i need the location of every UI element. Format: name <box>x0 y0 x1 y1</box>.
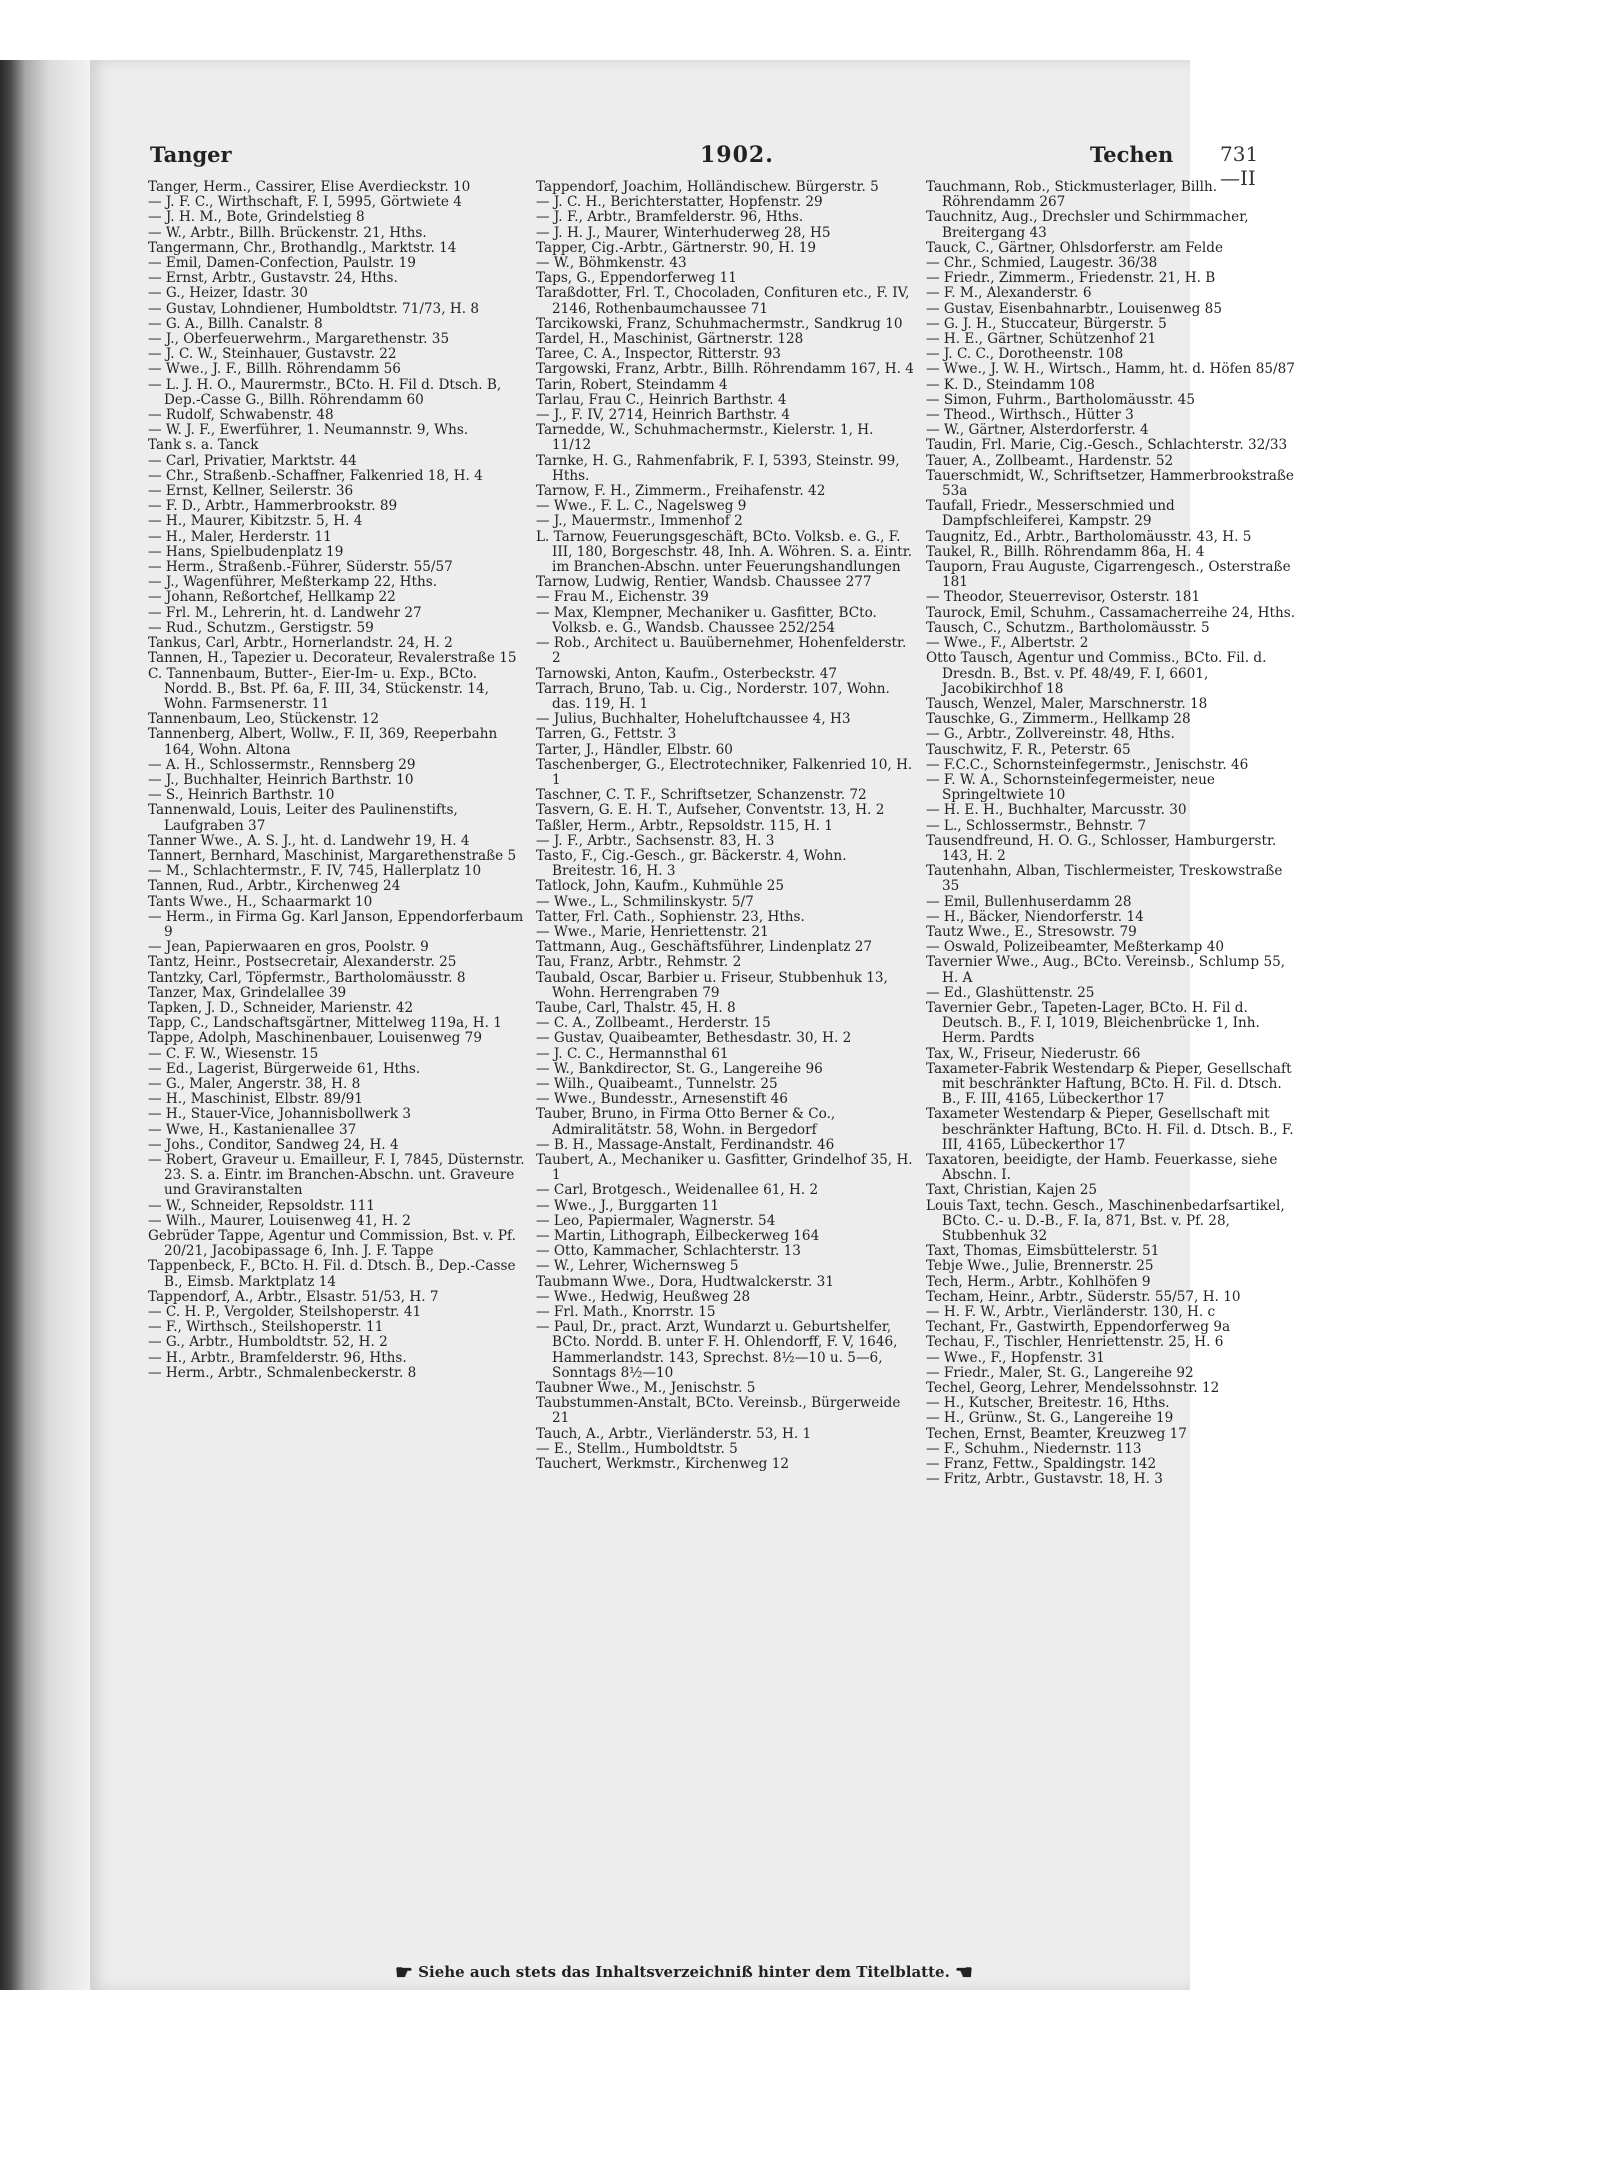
directory-entry: Tasto, F., Cig.-Gesch., gr. Bäckerstr. 4, Wohn. Breitestr. 16, H. 3 <box>536 847 847 880</box>
directory-entry: — J., Mauermstr., Immenhof 2 <box>536 513 743 530</box>
directory-entry: Tappendorf, A., Arbtr., Elsastr. 51/53, H. 7 <box>148 1288 439 1305</box>
directory-entry: — J. C. C., Hermannsthal 61 <box>536 1045 729 1062</box>
directory-entry: Tarter, J., Händler, Elbstr. 60 <box>536 741 733 758</box>
header-last-entry: Techen <box>1090 142 1174 167</box>
directory-entry: Techel, Georg, Lehrer, Mendelssohnstr. 12 <box>926 1380 1220 1397</box>
directory-entry: — J., Oberfeuerwehrm., Margarethenstr. 35 <box>148 331 450 348</box>
directory-entry: — W., Gärtner, Alsterdorferstr. 4 <box>926 422 1149 439</box>
directory-entry: — Wwe., Bundesstr., Arnesenstift 46 <box>536 1091 788 1108</box>
directory-entry: Tauschke, G., Zimmerm., Hellkamp 28 <box>926 711 1191 728</box>
directory-entry: — C. A., Zollbeamt., Herderstr. 15 <box>536 1015 771 1032</box>
directory-entry: — Carl, Brotgesch., Weidenallee 61, H. 2 <box>536 1182 819 1199</box>
directory-entry: — Frl. Math., Knorrstr. 15 <box>536 1304 716 1321</box>
directory-entry: — K. D., Steindamm 108 <box>926 376 1095 393</box>
directory-entry: Tank s. a. Tanck <box>148 437 259 454</box>
directory-entry: — H., Maler, Herderstr. 11 <box>148 528 332 545</box>
directory-entry: — Gustav, Lohndiener, Humboldtstr. 71/73, H. 8 <box>148 300 479 317</box>
directory-entry: Taxameter Westendarp & Pieper, Gesellschaft mit beschränkter Haftung, BCto. H. Fil. d. Dtsch. B., F. III, 4165, Lübeckerthor 17 <box>926 1106 1294 1153</box>
directory-entry: — Wwe., J. F., Billh. Röhrendamm 56 <box>148 361 401 378</box>
directory-entry: — W. J. F., Ewerführer, 1. Neumannstr. 9, Whs. <box>148 422 469 439</box>
directory-entry: Louis Taxt, techn. Gesch., Maschinenbedarfsartikel, BCto. C.- u. D.-B., F. Ia, 871, Bst. v. Pf. 28, Stubbenhuk 32 <box>926 1197 1285 1245</box>
directory-entry: Taufall, Friedr., Messerschmied und Dampfschleiferei, Kampstr. 29 <box>926 498 1175 530</box>
directory-entry: — F. D., Arbtr., Hammerbrookstr. 89 <box>148 498 398 515</box>
directory-entry: Tannenwald, Louis, Leiter des Paulinenstifts, Laufgraben 37 <box>148 802 458 834</box>
directory-entry: — M., Schlachtermstr., F. IV, 745, Hallerplatz 10 <box>148 863 482 880</box>
directory-entry: — W., Bankdirector, St. G., Langereihe 96 <box>536 1060 823 1077</box>
directory-entry: Targowski, Franz, Arbtr., Billh. Röhrendamm 167, H. 4 <box>536 361 914 378</box>
directory-entry: Tannen, H., Tapezier u. Decorateur, Revalerstraße 15 <box>148 650 517 667</box>
pointing-hand-icon: ☛ <box>395 1960 413 1984</box>
directory-entry: Tatlock, John, Kaufm., Kuhmühle 25 <box>536 878 785 895</box>
directory-entry: Tanner Wwe., A. S. J., ht. d. Landwehr 19, H. 4 <box>148 832 470 849</box>
directory-entry: Tausch, Wenzel, Maler, Marschnerstr. 18 <box>926 695 1208 712</box>
directory-entry: Techau, F., Tischler, Henriettenstr. 25, H. 6 <box>926 1334 1224 1351</box>
directory-entry: Taps, G., Eppendorferweg 11 <box>536 270 737 287</box>
directory-entry: — F., Schuhm., Niedernstr. 113 <box>926 1440 1142 1457</box>
header-first-entry: Tanger <box>150 142 232 167</box>
directory-entry: — Max, Klempner, Mechaniker u. Gasfitter, BCto. Volksb. e. G., Wandsb. Chaussee 252/254 <box>536 604 877 636</box>
directory-entry: — H., Kutscher, Breitestr. 16, Hths. <box>926 1395 1170 1412</box>
directory-entry: — J. H. M., Bote, Grindelstieg 8 <box>148 209 365 226</box>
directory-entry: — J. F., Arbtr., Bramfelderstr. 96, Hths. <box>536 209 804 226</box>
directory-entry: Tauer, A., Zollbeamt., Hardenstr. 52 <box>926 452 1174 469</box>
directory-entry: Tardel, H., Maschinist, Gärtnerstr. 128 <box>536 331 804 348</box>
directory-entry: — H., Maschinist, Elbstr. 89/91 <box>148 1091 363 1108</box>
directory-entry: — F. W. A., Schornsteinfegermeister, neue Springeltwiete 10 <box>926 771 1215 804</box>
directory-entry: Tauck, C., Gärtner, Ohlsdorferstr. am Felde <box>926 239 1224 256</box>
directory-entry: Tavernier Gebr., Tapeten-Lager, BCto. H. Fil d. Deutsch. B., F. I, 1019, Bleichenbrücke 1, Inh. Herm. Pardts <box>926 999 1260 1047</box>
directory-entry: — W., Böhmkenstr. 43 <box>536 255 687 272</box>
directory-entry: Tarnke, H. G., Rahmenfabrik, F. I, 5393, Steinstr. 99, Hths. <box>536 452 900 484</box>
directory-entry: — B. H., Massage-Anstalt, Ferdinandstr. 46 <box>536 1136 835 1153</box>
directory-entry: — Wwe., Hedwig, Heußweg 28 <box>536 1288 751 1305</box>
directory-entry: Taubstummen-Anstalt, BCto. Vereinsb., Bürgerweide 21 <box>536 1395 901 1427</box>
directory-entry: Gebrüder Tappe, Agentur und Commission, Bst. v. Pf. 20/21, Jacobipassage 6, Inh. J. F. Tappe <box>148 1228 516 1260</box>
directory-entry: — Martin, Lithograph, Eilbeckerweg 164 <box>536 1228 820 1245</box>
directory-entry: Taube, Carl, Thalstr. 45, H. 8 <box>536 999 736 1016</box>
directory-entry: — Carl, Privatier, Marktstr. 44 <box>148 452 357 469</box>
directory-entry: Tantz, Heinr., Postsecretair, Alexanderstr. 25 <box>148 954 457 971</box>
directory-entry: L. Tarnow, Feuerungsgeschäft, BCto. Volksb. e. G., F. III, 180, Borgeschstr. 48, Inh. A. Wöhren. S. a. Eintr. im Branchen-Abschn. unter Feuerungshandlungen <box>536 528 913 576</box>
page-number: 731—II <box>1220 142 1259 190</box>
directory-entry: Taugnitz, Ed., Arbtr., Bartholomäusstr. 43, H. 5 <box>926 528 1252 545</box>
directory-entry: Tapp, C., Landschaftsgärtner, Mittelweg 119a, H. 1 <box>148 1015 502 1032</box>
directory-entry: Tappendorf, Joachim, Holländischew. Bürgerstr. 5 <box>536 180 879 195</box>
directory-entry: — G., Arbtr., Humboldtstr. 52, H. 2 <box>148 1334 388 1351</box>
directory-entry: Taubald, Oscar, Barbier u. Friseur, Stubbenhuk 13, Wohn. Herrengraben 79 <box>536 969 888 1001</box>
directory-entry: — L., Schlossermstr., Behnstr. 7 <box>926 817 1147 834</box>
directory-entry: — W., Arbtr., Billh. Brückenstr. 21, Hths. <box>148 224 427 241</box>
directory-entry: Tanzer, Max, Grindelallee 39 <box>148 984 347 1001</box>
directory-entry: — G., Maler, Angerstr. 38, H. 8 <box>148 1075 361 1092</box>
directory-entry: — Herm., Straßenb.-Führer, Süderstr. 55/57 <box>148 559 453 576</box>
directory-entry: — Julius, Buchhalter, Hoheluftchaussee 4, H3 <box>536 711 851 728</box>
directory-entry: — H. E. H., Buchhalter, Marcusstr. 30 <box>926 802 1187 819</box>
directory-entry: — F. M., Alexanderstr. 6 <box>926 285 1092 302</box>
directory-entry: — Rud., Schutzm., Gerstigstr. 59 <box>148 619 374 636</box>
directory-entry: — Frau M., Eichenstr. 39 <box>536 589 709 606</box>
directory-entry: Tants Wwe., H., Schaarmarkt 10 <box>148 893 373 910</box>
directory-entry: — Rob., Architect u. Bauübernehmer, Hohenfelderstr. 2 <box>536 635 907 667</box>
directory-entry: — H., Grünw., St. G., Langereihe 19 <box>926 1410 1174 1427</box>
directory-entry: Otto Tausch, Agentur und Commiss., BCto. Fil. d. Dresdn. B., Bst. v. Pf. 48/49, F. I, 6601, Jacobikirchhof 18 <box>926 650 1267 697</box>
directory-column-1 <box>148 180 526 1970</box>
directory-entry: — Simon, Fuhrm., Bartholomäusstr. 45 <box>926 391 1195 408</box>
directory-entry: — G. A., Billh. Canalstr. 8 <box>148 315 323 332</box>
directory-entry: — J. F., Arbtr., Sachsenstr. 83, H. 3 <box>536 832 775 849</box>
directory-entry: — Frl. M., Lehrerin, ht. d. Landwehr 27 <box>148 604 422 621</box>
directory-entry: — J. C. H., Berichterstatter, Hopfenstr. 29 <box>536 194 823 211</box>
directory-entry: Tappenbeck, F., BCto. H. Fil. d. Dtsch. B., Dep.-Casse B., Eimsb. Marktplatz 14 <box>148 1258 516 1290</box>
directory-entry: — J. C. W., Steinhauer, Gustavstr. 22 <box>148 346 397 363</box>
directory-entry: Tauschwitz, F. R., Peterstr. 65 <box>926 741 1131 758</box>
directory-entry: Taubert, A., Mechaniker u. Gasfitter, Grindelhof 35, H. 1 <box>536 1152 913 1184</box>
directory-entry: Tebje Wwe., Julie, Brennerstr. 25 <box>926 1258 1154 1275</box>
directory-entry: — Johann, Reßortchef, Hellkamp 22 <box>148 589 396 606</box>
directory-entry: — Friedr., Maler, St. G., Langereihe 92 <box>926 1364 1194 1381</box>
directory-entry: Tapper, Cig.-Arbtr., Gärtnerstr. 90, H. 19 <box>536 239 817 256</box>
directory-entry: Taxt, Thomas, Eimsbüttelerstr. 51 <box>926 1243 1160 1260</box>
pointing-hand-icon: ☚ <box>955 1960 973 1984</box>
directory-entry: — Wwe., F., Albertstr. 2 <box>926 635 1089 652</box>
directory-entry: — H., Maurer, Kibitzstr. 5, H. 4 <box>148 513 363 530</box>
directory-entry: — Oswald, Polizeibeamter, Meßterkamp 40 <box>926 939 1224 956</box>
directory-entry: — Wwe., J. W. H., Wirtsch., Hamm, ht. d. Höfen 85/87 <box>926 361 1295 378</box>
directory-entry: — Otto, Kammacher, Schlachterstr. 13 <box>536 1243 801 1260</box>
directory-entry: — Rudolf, Schwabenstr. 48 <box>148 407 334 424</box>
directory-entry: Tannenberg, Albert, Wollw., F. II, 369, Reeperbahn 164, Wohn. Altona <box>148 726 498 758</box>
directory-entry: Tausendfreund, H. O. G., Schlosser, Hamburgerstr. 143, H. 2 <box>926 832 1277 864</box>
directory-entry: — J. C. C., Dorotheenstr. 108 <box>926 346 1124 363</box>
directory-entry: Tasvern, G. E. H. T., Aufseher, Conventstr. 13, H. 2 <box>536 802 885 819</box>
directory-entry: Taree, C. A., Inspector, Ritterstr. 93 <box>536 346 781 363</box>
directory-entry: — E., Stellm., Humboldtstr. 5 <box>536 1440 738 1457</box>
directory-entry: — Wwe., Marie, Henriettenstr. 21 <box>536 923 769 940</box>
directory-entry: Tantzky, Carl, Töpfermstr., Bartholomäusstr. 8 <box>148 969 466 986</box>
directory-entry: — L. J. H. O., Maurermstr., BCto. H. Fil d. Dtsch. B, Dep.-Casse G., Billh. Röhrendamm 60 <box>148 376 502 408</box>
directory-entry: — G., Heizer, Idastr. 30 <box>148 285 308 302</box>
directory-entry: Tautz Wwe., E., Stresowstr. 79 <box>926 923 1137 940</box>
directory-entry: — Fritz, Arbtr., Gustavstr. 18, H. 3 <box>926 1471 1163 1488</box>
directory-entry: — Ed., Glashüttenstr. 25 <box>926 984 1095 1001</box>
directory-entry: — Herm., in Firma Gg. Karl Janson, Eppendorferbaum 9 <box>148 908 524 940</box>
directory-entry: — Wwe., L., Schmilinskystr. 5/7 <box>536 893 754 910</box>
directory-entry: C. Tannenbaum, Butter-, Eier-Im- u. Exp., BCto. Nordd. B., Bst. Pf. 6a, F. III, 34, Stückenstr. 14, Wohn. Farmsenerstr. 11 <box>148 665 489 712</box>
directory-entry: — Ernst, Kellner, Seilerstr. 36 <box>148 483 354 500</box>
directory-entry: Taxameter-Fabrik Westendarp & Pieper, Gesellschaft mit beschränkter Haftung, BCto. H. Fil. d. Dtsch. B., F. III, 4165, Lübeckerthor 17 <box>926 1060 1292 1108</box>
directory-entry: — Emil, Bullenhuserdamm 28 <box>926 893 1132 910</box>
directory-entry: Tauchmann, Rob., Stickmusterlager, Billh. Röhrendamm 267 <box>926 180 1218 211</box>
directory-column-3 <box>926 180 1300 1970</box>
directory-entry: — Wwe., F., Hopfenstr. 31 <box>926 1349 1105 1366</box>
directory-entry: — J., Buchhalter, Heinrich Barthstr. 10 <box>148 771 414 788</box>
directory-entry: — Leo, Papiermaler, Wagnerstr. 54 <box>536 1212 776 1229</box>
directory-entry: — C. F. W., Wiesenstr. 15 <box>148 1045 319 1062</box>
directory-entry: — Wwe., F. L. C., Nagelsweg 9 <box>536 498 747 515</box>
header-year: 1902. <box>700 142 774 168</box>
directory-entry: Tarlau, Frau C., Heinrich Barthstr. 4 <box>536 391 787 408</box>
directory-entry: — Friedr., Zimmerm., Friedenstr. 21, H. B <box>926 270 1216 287</box>
directory-column-2 <box>536 180 914 1970</box>
directory-entry: Taschenberger, G., Electrotechniker, Falkenried 10, H. 1 <box>536 756 913 788</box>
directory-entry: Tarren, G., Fettstr. 3 <box>536 726 677 743</box>
directory-entry: Techen, Ernst, Beamter, Kreuzweg 17 <box>926 1425 1187 1442</box>
directory-entry: Tarin, Robert, Steindamm 4 <box>536 376 728 393</box>
directory-entry: — H. F. W., Arbtr., Vierländerstr. 130, H. c <box>926 1304 1216 1321</box>
directory-entry: Tauch, A., Arbtr., Vierländerstr. 53, H. 1 <box>536 1425 812 1442</box>
directory-entry: Tax, W., Friseur, Niederustr. 66 <box>926 1045 1141 1062</box>
directory-entry: — Theodor, Steuerrevisor, Osterstr. 181 <box>926 589 1201 606</box>
directory-entry: — Theod., Wirthsch., Hütter 3 <box>926 407 1134 424</box>
directory-entry: — W., Lehrer, Wichernsweg 5 <box>536 1258 739 1275</box>
directory-entry: — Chr., Straßenb.-Schaffner, Falkenried 18, H. 4 <box>148 467 483 484</box>
directory-entry: Tarnow, F. H., Zimmerm., Freihafenstr. 42 <box>536 483 826 500</box>
directory-entry: Tech, Herm., Arbtr., Kohlhöfen 9 <box>926 1273 1151 1290</box>
directory-entry: — H., Bäcker, Niendorferstr. 14 <box>926 908 1144 925</box>
directory-entry: Tankus, Carl, Arbtr., Hornerlandstr. 24, H. 2 <box>148 635 453 652</box>
directory-entry: Tautenhahn, Alban, Tischlermeister, Treskowstraße 35 <box>926 863 1283 895</box>
book-binding-edge <box>0 60 90 1990</box>
directory-entry: Taubner Wwe., M., Jenischstr. 5 <box>536 1380 756 1397</box>
directory-entry: Tau, Franz, Arbtr., Rehmstr. 2 <box>536 954 742 971</box>
directory-entry: — Wilh., Quaibeamt., Tunnelstr. 25 <box>536 1075 778 1092</box>
directory-entry: — A. H., Schlossermstr., Rennsberg 29 <box>148 756 416 773</box>
directory-entry: — S., Heinrich Barthstr. 10 <box>148 787 335 804</box>
directory-entry: Tauchert, Werkmstr., Kirchenweg 12 <box>536 1456 789 1473</box>
directory-entry: Tattmann, Aug., Geschäftsführer, Lindenplatz 27 <box>536 939 873 956</box>
directory-entry: Tannen, Rud., Arbtr., Kirchenweg 24 <box>148 878 401 895</box>
directory-entry: — Jean, Papierwaaren en gros, Poolstr. 9 <box>148 939 429 956</box>
directory-entry: Taraßdotter, Frl. T., Chocoladen, Confituren etc., F. IV, 2146, Rothenbaumchaussee 71 <box>536 285 910 317</box>
directory-entry: — Emil, Damen-Confection, Paulstr. 19 <box>148 255 416 272</box>
directory-entry: Tangermann, Chr., Brothandlg., Marktstr. 14 <box>148 239 457 256</box>
directory-entry: Techam, Heinr., Arbtr., Süderstr. 55/57, H. 10 <box>926 1288 1241 1305</box>
directory-entry: — Johs., Conditor, Sandweg 24, H. 4 <box>148 1136 399 1153</box>
directory-entry: — G. J. H., Stuccateur, Bürgerstr. 5 <box>926 315 1167 332</box>
directory-entry: — Ernst, Arbtr., Gustavstr. 24, Hths. <box>148 270 398 287</box>
directory-entry: Tauporn, Frau Auguste, Cigarrengesch., Osterstraße 181 <box>926 559 1291 591</box>
directory-entry: — Wilh., Maurer, Louisenweg 41, H. 2 <box>148 1212 411 1229</box>
directory-entry: Tarnowski, Anton, Kaufm., Osterbeckstr. 47 <box>536 665 838 682</box>
directory-entry: Tannert, Bernhard, Maschinist, Margarethenstraße 5 <box>148 847 517 864</box>
directory-entry: Taschner, C. T. F., Schriftsetzer, Schanzenstr. 72 <box>536 787 867 804</box>
directory-entry: — Wwe., J., Burggarten 11 <box>536 1197 720 1214</box>
directory-entry: — Franz, Fettw., Spaldingstr. 142 <box>926 1456 1157 1473</box>
directory-entry: Tauchnitz, Aug., Drechsler und Schirmmacher, Breitergang 43 <box>926 209 1249 241</box>
directory-entry: — F.C.C., Schornsteinfegermstr., Jenischstr. 46 <box>926 756 1249 773</box>
directory-entry: Taßler, Herm., Arbtr., Repsoldstr. 115, H. 1 <box>536 817 833 834</box>
directory-entry: — Gustav, Quaibeamter, Bethesdastr. 30, H. 2 <box>536 1030 852 1047</box>
directory-entry: — H., Arbtr., Bramfelderstr. 96, Hths. <box>148 1349 407 1366</box>
directory-entry: — Hans, Spielbudenplatz 19 <box>148 543 344 560</box>
directory-entry: Taubmann Wwe., Dora, Hudtwalckerstr. 31 <box>536 1273 834 1290</box>
directory-entry: Tapken, J. D., Schneider, Marienstr. 42 <box>148 999 414 1016</box>
directory-entry: Taudin, Frl. Marie, Cig.-Gesch., Schlachterstr. 32/33 <box>926 437 1288 454</box>
directory-entry: — J., F. IV, 2714, Heinrich Barthstr. 4 <box>536 407 790 424</box>
directory-entry: — H. E., Gärtner, Schützenhof 21 <box>926 331 1157 348</box>
directory-entry: Tausch, C., Schutzm., Bartholomäusstr. 5 <box>926 619 1210 636</box>
directory-entry: Taukel, R., Billh. Röhrendamm 86a, H. 4 <box>926 543 1205 560</box>
directory-entry: — Paul, Dr., pract. Arzt, Wundarzt u. Geburtshelfer, BCto. Nordd. B. unter F. H. Ohlendorff, F. V, 1646, Hammerlandstr. 143, Sprechst. 8½—10 u. 5—6, Sonntags 8½—10 <box>536 1319 898 1381</box>
footer-note: Siehe auch stets das Inhaltsverzeichniß hinter dem Titelblatte. <box>418 1963 950 1981</box>
directory-entry: — C. H. P., Vergolder, Steilshoperstr. 41 <box>148 1304 422 1321</box>
directory-entry: — J. H. J., Maurer, Winterhuderweg 28, H5 <box>536 224 831 241</box>
directory-entry: — W., Schneider, Repsoldstr. 111 <box>148 1197 375 1214</box>
directory-entry: Tarcikowski, Franz, Schuhmachermstr., Sandkrug 10 <box>536 315 903 332</box>
directory-entry: Tatter, Frl. Cath., Sophienstr. 23, Hths. <box>536 908 805 925</box>
directory-entry: — F., Wirthsch., Steilshoperstr. 11 <box>148 1319 384 1336</box>
directory-entry: — J. F. C., Wirthschaft, F. I, 5995, Görtwiete 4 <box>148 194 462 211</box>
directory-entry: Tappe, Adolph, Maschinenbauer, Louisenweg 79 <box>148 1030 482 1047</box>
directory-entry: Taurock, Emil, Schuhm., Cassamacherreihe 24, Hths. <box>926 604 1296 621</box>
directory-entry: Tannenbaum, Leo, Stückenstr. 12 <box>148 711 379 728</box>
directory-entry: — J., Wagenführer, Meßterkamp 22, Hths. <box>148 574 438 591</box>
directory-entry: — G., Arbtr., Zollvereinstr. 48, Hths. <box>926 726 1175 743</box>
directory-entry: — Herm., Arbtr., Schmalenbeckerstr. 8 <box>148 1364 417 1381</box>
directory-entry: Tavernier Wwe., Aug., BCto. Vereinsb., Schlump 55, H. A <box>926 954 1286 986</box>
directory-entry: — Gustav, Eisenbahnarbtr., Louisenweg 85 <box>926 300 1222 317</box>
page-footer <box>395 1960 1215 1984</box>
directory-entry: Taxatoren, beeidigte, der Hamb. Feuerkasse, siehe Abschn. I. <box>926 1152 1278 1184</box>
directory-entry: Tanger, Herm., Cassirer, Elise Averdieckstr. 10 <box>148 180 471 195</box>
directory-entry: Tarnedde, W., Schuhmachermstr., Kielerstr. 1, H. 11/12 <box>536 422 874 454</box>
directory-entry: — Ed., Lagerist, Bürgerweide 61, Hths. <box>148 1060 421 1077</box>
directory-entry: Taxt, Christian, Kajen 25 <box>926 1182 1098 1199</box>
directory-entry: — H., Stauer-Vice, Johannisbollwerk 3 <box>148 1106 412 1123</box>
directory-entry: Techant, Fr., Gastwirth, Eppendorferweg 9a <box>926 1319 1231 1336</box>
directory-entry: Tauber, Bruno, in Firma Otto Berner & Co., Admiralitätstr. 58, Wohn. in Bergedorf <box>536 1106 836 1138</box>
directory-entry: Tarrach, Bruno, Tab. u. Cig., Norderstr. 107, Wohn. das. 119, H. 1 <box>536 680 890 712</box>
directory-entry: — Wwe, H., Kastanienallee 37 <box>148 1121 357 1138</box>
directory-entry: — Chr., Schmied, Laugestr. 36/38 <box>926 255 1158 272</box>
directory-entry: Tauerschmidt, W., Schriftsetzer, Hammerbrookstraße 53a <box>926 467 1294 500</box>
directory-entry: — Robert, Graveur u. Emailleur, F. I, 7845, Düsternstr. 23. S. a. Eintr. im Branchen-Abschn. unt. Graveure und Graviranstalten <box>148 1152 525 1199</box>
directory-entry: Tarnow, Ludwig, Rentier, Wandsb. Chaussee 277 <box>536 574 872 591</box>
